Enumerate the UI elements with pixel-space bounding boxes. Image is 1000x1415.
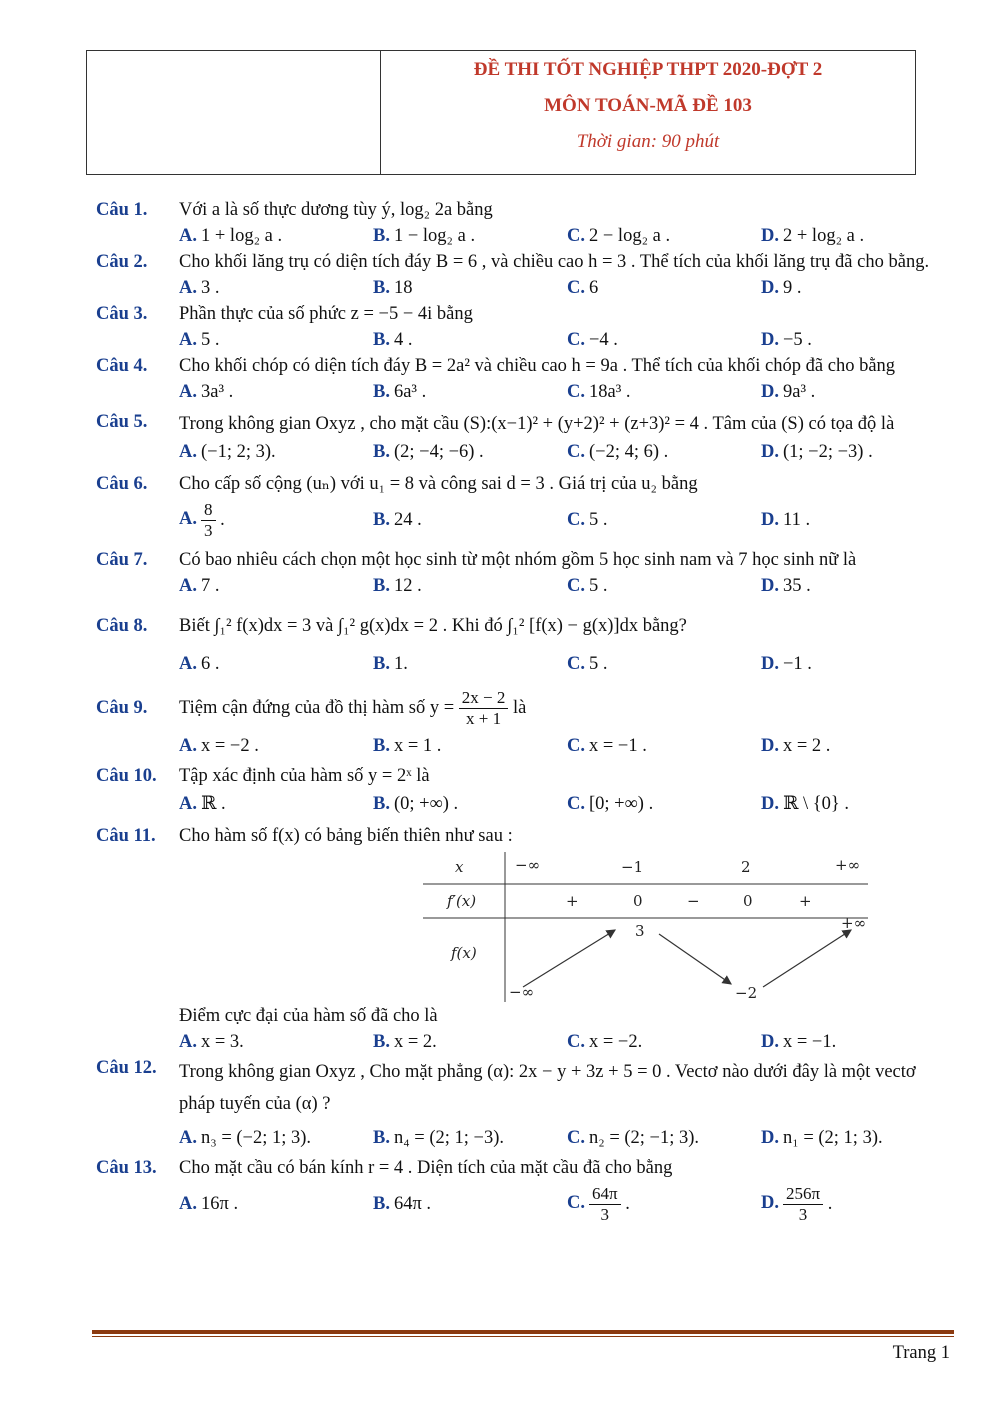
options-row	[96, 440, 956, 464]
fraction: $\frac{8}{3}$	[201, 500, 216, 541]
options-row	[96, 1126, 956, 1150]
option-c[interactable]: C. [0; +∞) .	[567, 794, 654, 814]
options-row	[96, 498, 956, 542]
header-left-cell	[87, 51, 381, 174]
fraction: $\frac{64\pi}{3}$	[589, 1184, 621, 1225]
option-b[interactable]: B. n₄ = (2; 1; −3).	[373, 1128, 505, 1148]
option-c[interactable]: C. 2 − log₂ a .	[567, 226, 671, 246]
option-d[interactable]: D. x = 2 .	[761, 736, 831, 756]
option-a[interactable]: A. 6 .	[179, 654, 220, 674]
question-5	[96, 410, 956, 438]
question-12	[96, 1056, 956, 1120]
options-row	[96, 224, 956, 248]
option-b[interactable]: B. 1 − log₂ a .	[373, 226, 476, 246]
question-9	[96, 686, 956, 730]
option-a[interactable]: A. 16π .	[179, 1194, 239, 1214]
question-label: Câu 11.	[96, 826, 156, 846]
question-label: Câu 13.	[96, 1158, 157, 1178]
option-c[interactable]: C. −4 .	[567, 330, 618, 350]
option-a[interactable]: A. 3 .	[179, 278, 220, 298]
x-value: −∞	[515, 856, 541, 874]
question-text: Phần thực của số phức z = −5 − 4i bằng	[179, 304, 473, 324]
question-text: Cho khối chóp có diện tích đáy B = 2a² và chiều cao h = 9a . Thể tích của khối chóp đã cho bằng	[179, 356, 896, 376]
option-b[interactable]: B. 64π .	[373, 1194, 432, 1214]
question-text: Trong không gian Oxyz , Cho mặt phẳng (α): 2x − y + 3z + 5 = 0 . Vectơ nào dưới đây là một vectơ pháp tuyến của (α) ?	[179, 1062, 916, 1114]
option-c[interactable]: C. 5 .	[567, 576, 608, 596]
question-label: Câu 8.	[96, 616, 148, 636]
exam-time: Thời gian: 90 phút	[576, 131, 720, 152]
question-label: Câu 9.	[96, 698, 148, 718]
option-d[interactable]: D. 2 + log₂ a .	[761, 226, 865, 246]
option-c[interactable]: C. x = −2.	[567, 1032, 643, 1052]
option-d[interactable]: D. 9a³ .	[761, 382, 816, 402]
option-a[interactable]: A. x = −2 .	[179, 736, 259, 756]
option-a[interactable]: A. 3a³ .	[179, 382, 234, 402]
question-label: Câu 10.	[96, 766, 157, 786]
option-b[interactable]: B. 6a³ .	[373, 382, 427, 402]
question-text: Có bao nhiêu cách chọn một học sinh từ một nhóm gồm 5 học sinh nam và 7 học sinh nữ là	[179, 550, 857, 570]
question-text: Tập xác định của hàm số y = 2ˣ là	[179, 766, 430, 786]
options-row	[96, 328, 956, 352]
options-row	[96, 574, 956, 598]
option-d[interactable]: D. $\frac{256\pi}{3}$ .	[761, 1183, 833, 1224]
question-label: Câu 4.	[96, 356, 148, 376]
option-d[interactable]: D. n₁ = (2; 1; 3).	[761, 1128, 883, 1148]
option-b[interactable]: B. 12 .	[373, 576, 422, 596]
option-d[interactable]: D. −1 .	[761, 654, 812, 674]
variation-table-lines	[423, 852, 868, 1004]
option-b[interactable]: B. x = 2.	[373, 1032, 437, 1052]
option-c[interactable]: C. n₂ = (2; −1; 3).	[567, 1128, 700, 1148]
question-label: Câu 7.	[96, 550, 148, 570]
option-b[interactable]: B. 1.	[373, 654, 408, 674]
option-b[interactable]: B. x = 1 .	[373, 736, 442, 756]
x-value: −1	[621, 858, 644, 876]
option-a[interactable]: A. 5 .	[179, 330, 220, 350]
question-1	[96, 198, 956, 222]
option-c[interactable]: C. 5 .	[567, 510, 608, 530]
question-label: Câu 5.	[96, 412, 148, 432]
x-value: +∞	[835, 856, 861, 874]
fprime-sign: +	[566, 892, 579, 910]
question-text: Tiệm cận đứng của đồ thị hàm số y = $\frac{2x - 2}{x + 1}$ là	[179, 688, 527, 729]
option-d[interactable]: D. (1; −2; −3) .	[761, 442, 873, 462]
options-row	[96, 792, 956, 816]
fraction: $\frac{256\pi}{3}$	[783, 1184, 823, 1225]
footer-rule-thin	[92, 1336, 954, 1337]
option-d[interactable]: D. 11 .	[761, 510, 811, 530]
option-c[interactable]: C. (−2; 4; 6) .	[567, 442, 669, 462]
fraction: $\frac{2x - 2}{x + 1}$	[459, 688, 509, 729]
question-3	[96, 302, 956, 326]
fprime-sign: +	[799, 892, 812, 910]
question-text: Cho cấp số cộng (uₙ) với u₁ = 8 và công sai d = 3 . Giá trị của u₂ bằng	[179, 474, 698, 494]
exam-title: ĐỀ THI TỐT NGHIỆP THPT 2020-ĐỢT 2	[473, 59, 823, 80]
question-text: Cho hàm số f(x) có bảng biến thiên như sau :	[179, 826, 513, 846]
row-f-label: f(x)	[451, 944, 477, 962]
questions-area	[96, 198, 956, 1228]
option-c[interactable]: C. 6	[567, 278, 599, 298]
options-row	[96, 276, 956, 300]
question-13	[96, 1156, 956, 1180]
option-a[interactable]: A. 1 + log₂ a .	[179, 226, 283, 246]
question-11-after	[96, 1004, 956, 1028]
x-value: 2	[741, 858, 751, 876]
option-c[interactable]: C. x = −1 .	[567, 736, 647, 756]
f-value: +∞	[841, 914, 867, 932]
question-11	[96, 824, 956, 848]
option-b[interactable]: B. 4 .	[373, 330, 413, 350]
option-c[interactable]: C. $\frac{64\pi}{3}$ .	[567, 1183, 630, 1224]
f-value: −∞	[509, 983, 535, 1001]
page-number: Trang 1	[892, 1343, 950, 1363]
question-text: Cho khối lăng trụ có diện tích đáy B = 6 , và chiều cao h = 3 . Thể tích của khối lăng trụ đã cho bằng.	[179, 252, 930, 272]
question-10	[96, 764, 956, 788]
f-value: 3	[635, 922, 645, 940]
f-value: −2	[735, 984, 758, 1002]
option-d[interactable]: D. 35 .	[761, 576, 811, 596]
question-text: Trong không gian Oxyz , cho mặt cầu (S):(x−1)² + (y+2)² + (z+3)² = 4 . Tâm của (S) có tọa độ là	[179, 414, 895, 434]
option-d[interactable]: D. −5 .	[761, 330, 812, 350]
exam-subject: MÔN TOÁN-MÃ ĐỀ 103	[544, 95, 752, 116]
option-a[interactable]: A. (−1; 2; 3).	[179, 442, 276, 462]
option-a[interactable]: A. $\frac{8}{3}$ .	[179, 499, 225, 540]
exam-header	[86, 50, 916, 175]
options-row	[96, 734, 956, 758]
variation-table	[423, 852, 868, 1004]
question-7	[96, 548, 956, 572]
option-b[interactable]: B. (0; +∞) .	[373, 794, 459, 814]
question-6	[96, 472, 956, 496]
question-text: Điểm cực đại của hàm số đã cho là	[179, 1006, 438, 1026]
header-right-cell	[381, 51, 915, 174]
fprime-sign: 0	[743, 892, 753, 910]
footer-rule-thick	[92, 1330, 954, 1334]
option-b[interactable]: B. (2; −4; −6) .	[373, 442, 484, 462]
question-4	[96, 354, 956, 378]
question-text: Với a là số thực dương tùy ý, log₂ 2a bằng	[179, 200, 493, 220]
question-label: Câu 3.	[96, 304, 148, 324]
row-fprime-label: f′(x)	[447, 892, 477, 910]
options-row	[96, 652, 956, 676]
options-row	[96, 1182, 956, 1226]
row-x-label: x	[455, 858, 464, 876]
fprime-sign: 0	[633, 892, 643, 910]
fprime-sign: −	[687, 892, 700, 910]
option-b[interactable]: B. 24 .	[373, 510, 422, 530]
option-d[interactable]: D. x = −1.	[761, 1032, 837, 1052]
question-8	[96, 604, 956, 648]
question-label: Câu 1.	[96, 200, 148, 220]
option-a[interactable]: A. 7 .	[179, 576, 220, 596]
option-d[interactable]: D. 9 .	[761, 278, 802, 298]
option-a[interactable]: A. n₃ = (−2; 1; 3).	[179, 1128, 312, 1148]
question-label: Câu 12.	[96, 1058, 157, 1078]
option-b[interactable]: B. 18	[373, 278, 413, 298]
question-label: Câu 2.	[96, 252, 148, 272]
option-d[interactable]: D. ℝ \ {0} .	[761, 794, 850, 814]
option-c[interactable]: C. 18a³ .	[567, 382, 631, 402]
option-a[interactable]: A. ℝ .	[179, 794, 226, 814]
options-row	[96, 380, 956, 404]
option-a[interactable]: A. x = 3.	[179, 1032, 244, 1052]
question-text: Cho mặt cầu có bán kính r = 4 . Diện tích của mặt cầu đã cho bằng	[179, 1158, 673, 1178]
question-2	[96, 250, 956, 274]
option-c[interactable]: C. 5 .	[567, 654, 608, 674]
options-row	[96, 1030, 956, 1054]
question-text: Biết ∫₁² f(x)dx = 3 và ∫₁² g(x)dx = 2 . Khi đó ∫₁² [f(x) − g(x)]dx bằng?	[179, 616, 687, 636]
question-label: Câu 6.	[96, 474, 148, 494]
